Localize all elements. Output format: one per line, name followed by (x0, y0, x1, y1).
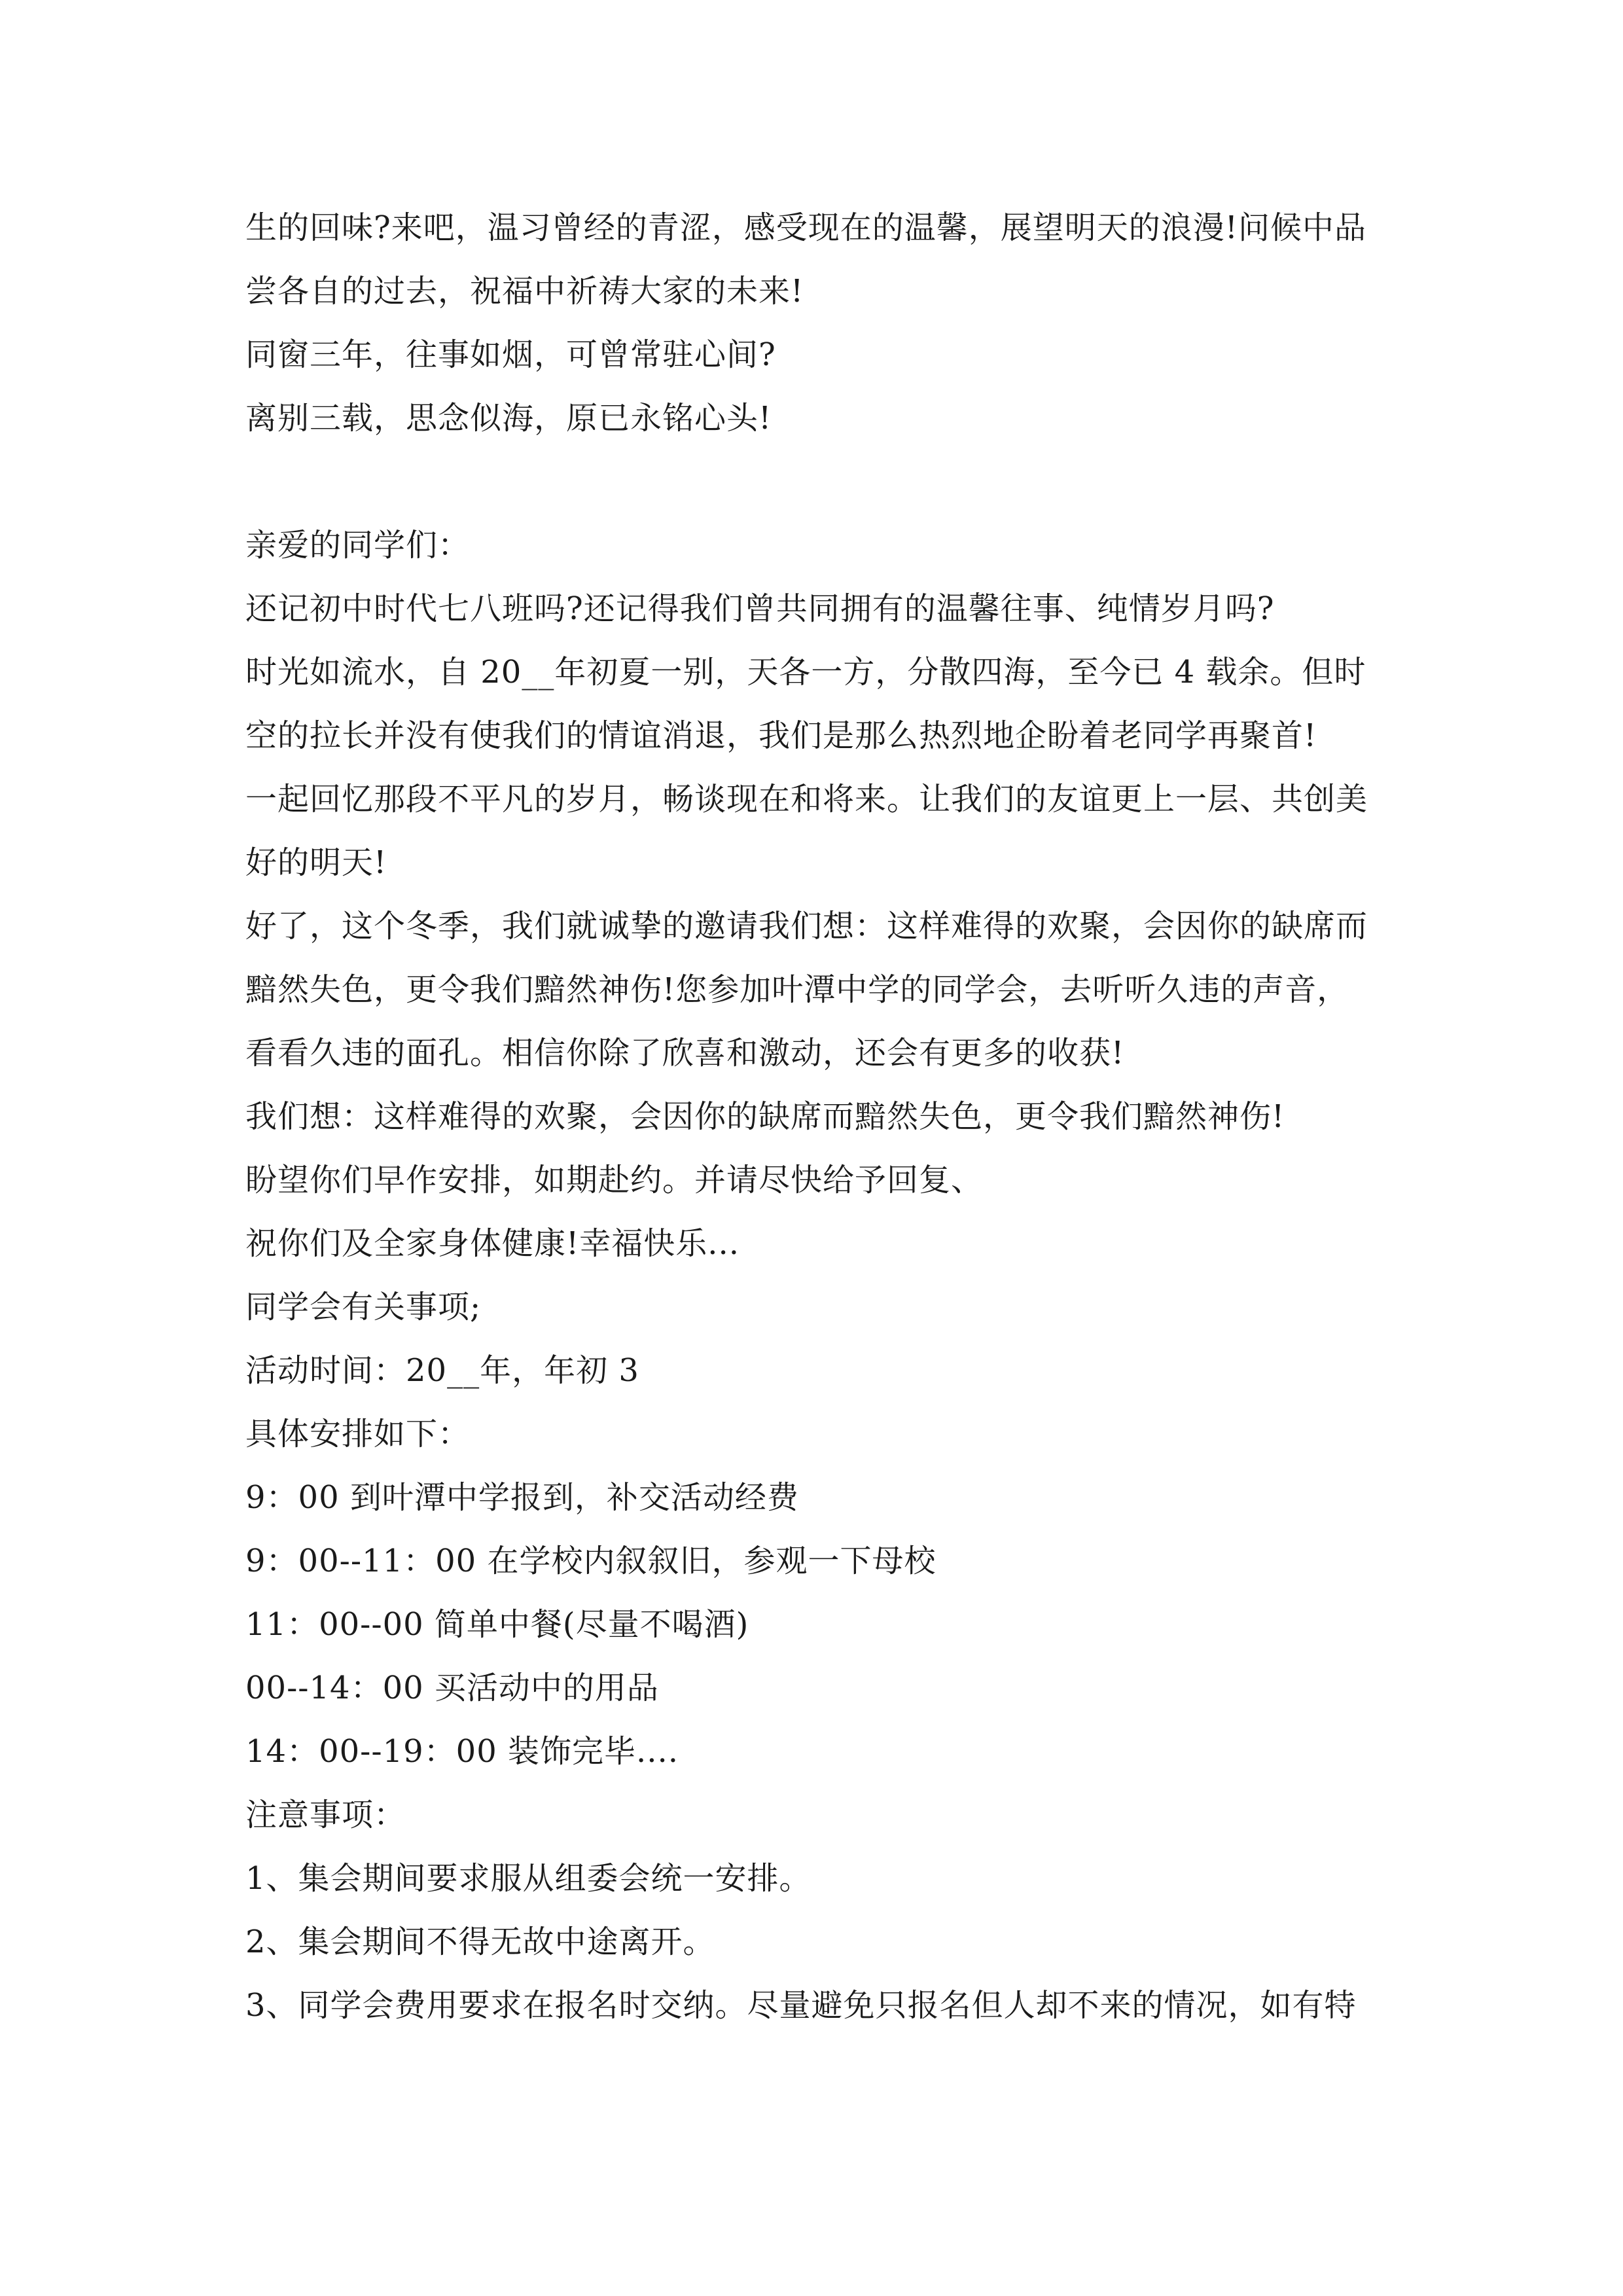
text-line: 黯然失色，更令我们黯然神伤!您参加叶潭中学的同学会，去听听久违的声音， (245, 971, 1349, 1008)
schedule-item: 9：00 到叶潭中学报到，补交活动经费 (245, 1479, 799, 1516)
notice-item: 1、集会期间要求服从组委会统一安排。 (245, 1860, 812, 1897)
notice-item: 3、同学会费用要求在报名时交纳。尽量避免只报名但人却不来的情况，如有特 (245, 1987, 1357, 2024)
text-line: 同窗三年，往事如烟，可曾常驻心间? (245, 336, 776, 373)
text-line: 我们想：这样难得的欢聚，会因你的缺席而黯然失色，更令我们黯然神伤! (245, 1098, 1285, 1135)
schedule-item: 00--14：00 买活动中的用品 (245, 1670, 659, 1706)
section-heading: 具体安排如下： (245, 1416, 471, 1452)
text-line: 时光如流水，自 20__年初夏一别，天各一方，分散四海，至今已 4 载余。但时 (245, 654, 1366, 691)
text-line: 一起回忆那段不平凡的岁月，畅谈现在和将来。让我们的友谊更上一层、共创美 (245, 781, 1368, 817)
section-heading: 注意事项： (245, 1797, 406, 1833)
schedule-item: 14：00--19：00 装饰完毕.... (245, 1733, 679, 1770)
salutation: 亲爱的同学们： (245, 527, 471, 564)
text-line: 尝各自的过去，祝福中祈祷大家的未来! (245, 273, 804, 310)
text-line: 生的回味?来吧，温习曾经的青涩，感受现在的温馨，展望明天的浪漫!问候中品 (245, 209, 1367, 246)
text-line: 盼望你们早作安排，如期赴约。并请尽快给予回复、 (245, 1162, 984, 1198)
text-line: 活动时间：20__年，年初 3 (245, 1352, 639, 1389)
document-body (245, 196, 1384, 2037)
schedule-item: 9：00--11：00 在学校内叙叙旧，参观一下母校 (245, 1543, 936, 1579)
schedule-item: 11：00--00 简单中餐(尽量不喝酒) (245, 1606, 749, 1643)
text-line: 空的拉长并没有使我们的情谊消退，我们是那么热烈地企盼着老同学再聚首! (245, 717, 1317, 754)
text-line: 离别三载，思念似海，原已永铭心头! (245, 400, 772, 437)
text-line: 还记初中时代七八班吗?还记得我们曾共同拥有的温馨往事、纯情岁月吗? (245, 590, 1275, 627)
section-heading: 同学会有关事项; (245, 1289, 482, 1325)
text-line: 看看久违的面孔。相信你除了欣喜和激动，还会有更多的收获! (245, 1035, 1125, 1071)
text-line: 好了，这个冬季，我们就诚挚的邀请我们想：这样难得的欢聚，会因你的缺席而 (245, 908, 1368, 944)
paragraph-gap (245, 450, 1384, 514)
text-line: 祝你们及全家身体健康!幸福快乐... (245, 1225, 740, 1262)
notice-item: 2、集会期间不得无故中途离开。 (245, 1924, 715, 1960)
text-line: 好的明天! (245, 844, 387, 881)
